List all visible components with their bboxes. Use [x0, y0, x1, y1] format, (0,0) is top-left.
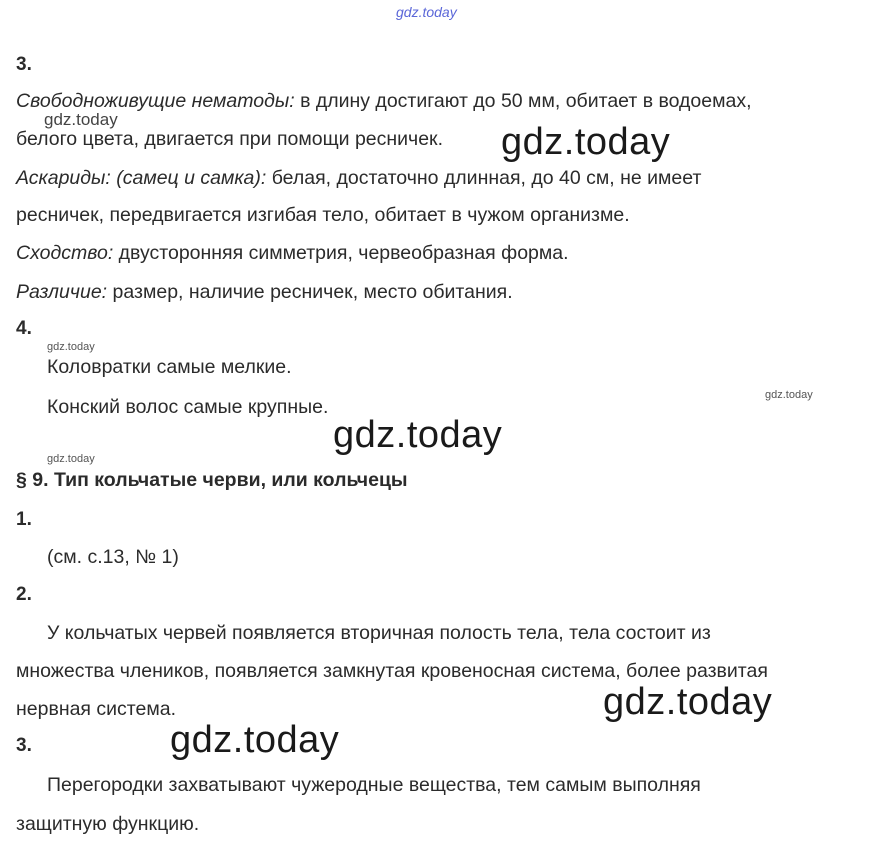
answer-line: У кольчатых червей появляется вторичная полость тела, тела состоит из [47, 622, 711, 644]
answer-line: Перегородки захватывают чужеродные вещества, тем самым выполняя [47, 774, 701, 796]
free-nematodes-line [16, 90, 752, 113]
similarity-label: Сходство: [16, 242, 114, 264]
answer-line: защитную функцию. [16, 813, 200, 835]
ascaris-label: Аскариды: (самец и самка): [16, 167, 267, 189]
watermark-large: gdz.today [501, 121, 671, 163]
watermark-large: gdz.today [603, 681, 773, 723]
answer-line: (см. с.13, № 1) [47, 546, 179, 568]
section-heading: § 9. Тип кольчатые черви, или кольчецы [16, 469, 408, 491]
question-number: 1. [16, 509, 32, 530]
question-number: 3. [16, 54, 32, 75]
free-nematodes-text: в длину достигают до 50 мм, обитает в водоемах, [294, 90, 752, 112]
watermark-small: gdz.today [765, 389, 813, 401]
answer-line: множества члеников, появляется замкнутая кровеносная система, более развитая [16, 660, 768, 682]
ascaris-text: белая, достаточно длинная, до 40 см, не имеет [266, 167, 702, 189]
watermark-medium: gdz.today [44, 110, 118, 129]
free-nematodes-line-2: белого цвета, двигается при помощи ресничек. [16, 128, 444, 150]
question-number: 3. [16, 735, 32, 756]
difference-label: Различие: [16, 281, 108, 303]
watermark-small: gdz.today [47, 453, 95, 465]
answer-line: нервная система. [16, 698, 177, 720]
watermark-large: gdz.today [333, 414, 503, 456]
similarity-line [16, 242, 569, 265]
question-number: 2. [16, 584, 32, 605]
answer-line: Конский волос самые крупные. [47, 396, 329, 418]
similarity-text: двусторонняя симметрия, червеобразная форма. [113, 242, 569, 264]
difference-text: размер, наличие ресничек, место обитания. [107, 281, 513, 303]
answer-line: Коловратки самые мелкие. [47, 356, 292, 378]
watermark-small: gdz.today [47, 341, 95, 353]
watermark-large: gdz.today [170, 719, 340, 761]
difference-line [16, 281, 513, 304]
question-number: 4. [16, 318, 32, 339]
free-nematodes-label: Свободноживущие нематоды: [16, 90, 295, 112]
ascaris-line-2: ресничек, передвигается изгибая тело, обитает в чужом организме. [16, 204, 630, 226]
watermark-top: gdz.today [396, 4, 457, 20]
ascaris-line [16, 167, 701, 190]
